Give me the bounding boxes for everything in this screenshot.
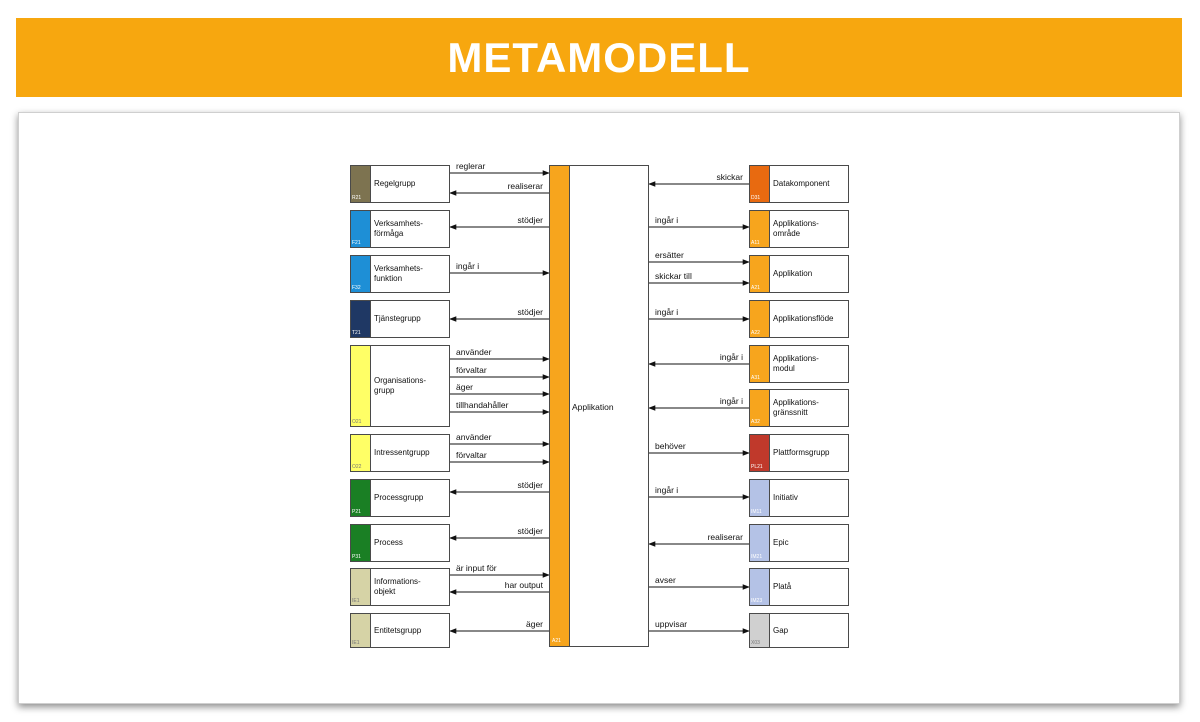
relation-label: förvaltar	[456, 450, 487, 460]
entity-code: O21	[352, 419, 362, 425]
relation-label: ersätter	[655, 250, 684, 260]
entity-code: A32	[751, 419, 760, 425]
entity-label: Epic	[773, 538, 789, 547]
entity-label: Platå	[773, 582, 792, 591]
entity-code: O22	[352, 464, 362, 470]
entity-box-processgrupp	[350, 479, 450, 517]
relation-label: skickar	[716, 172, 743, 182]
entity-box-process	[350, 524, 450, 562]
entity-code: T21	[352, 330, 361, 336]
relation-label: stödjer	[517, 480, 543, 490]
relation-label: stödjer	[517, 307, 543, 317]
entity-box-entitetsgrupp	[350, 613, 450, 648]
entity-code: F32	[352, 285, 361, 291]
center-color-strip	[550, 166, 570, 646]
entity-code: IE1	[352, 640, 360, 646]
entity-box-applikations-område	[749, 210, 849, 248]
relation-label: äger	[525, 619, 543, 629]
entity-box-organisations-grupp	[350, 345, 450, 427]
entity-box-epic	[749, 524, 849, 562]
relation-label: reglerar	[456, 161, 486, 171]
entity-code: X03	[751, 640, 760, 646]
entity-box-informations-objekt	[350, 568, 450, 606]
relation-label: förvaltar	[456, 365, 487, 375]
relation-label: använder	[456, 347, 492, 357]
entity-code: P31	[352, 554, 361, 560]
entity-code: F21	[352, 240, 361, 246]
relation-label: är input för	[456, 563, 497, 573]
entity-code: IM11	[751, 509, 762, 515]
entity-label: Verksamhets- förmåga	[374, 219, 423, 238]
entity-box-gap	[749, 613, 849, 648]
entity-box-applikation	[749, 255, 849, 293]
entity-box-platå	[749, 568, 849, 606]
relation-label: realiserar	[707, 532, 743, 542]
relation-label: skickar till	[655, 271, 692, 281]
entity-label: Intressentgrupp	[374, 448, 430, 457]
entity-box-verksamhets-förmåga	[350, 210, 450, 248]
entity-code: A21	[751, 285, 760, 291]
entity-code: R21	[352, 195, 362, 201]
entity-box-intressentgrupp	[350, 434, 450, 472]
entity-box-tjänstegrupp	[350, 300, 450, 338]
entity-label: Applikation	[773, 269, 813, 278]
entity-box-datakomponent	[749, 165, 849, 203]
relation-label: använder	[456, 432, 492, 442]
entity-label: Tjänstegrupp	[374, 314, 421, 323]
center-entity-applikation	[549, 165, 649, 647]
relation-label: tillhandahåller	[456, 400, 509, 410]
entity-label: Applikationsflöde	[773, 314, 834, 323]
relation-label: uppvisar	[655, 619, 688, 629]
entity-box-plattformsgrupp	[749, 434, 849, 472]
relation-label: har output	[504, 580, 543, 590]
entity-label: Gap	[773, 625, 789, 635]
relation-label: avser	[655, 575, 676, 585]
relation-label: ingår i	[456, 261, 480, 271]
entity-label: Informations- objekt	[374, 577, 421, 596]
entity-box-applikations-modul	[749, 345, 849, 383]
entity-box-regelgrupp	[350, 165, 450, 203]
entity-label: Applikations- gränssnitt	[773, 398, 819, 417]
entity-label: Entitetsgrupp	[374, 625, 422, 635]
entity-code: PL21	[751, 464, 763, 470]
entity-label: Plattformsgrupp	[773, 448, 830, 457]
relation-label: ingår i	[655, 307, 679, 317]
relation-label: ingår i	[719, 352, 743, 362]
entity-label: Datakomponent	[773, 179, 830, 188]
entity-code: IM21	[751, 554, 763, 560]
relation-label: stödjer	[517, 526, 543, 536]
entity-color-strip	[351, 346, 371, 426]
entity-code: D31	[751, 195, 761, 201]
diagram-panel	[18, 112, 1180, 704]
entity-code: P21	[352, 509, 361, 515]
relation-label: behöver	[655, 441, 686, 451]
relation-label: äger	[456, 382, 474, 392]
entity-label: Applikations- område	[773, 219, 819, 238]
entity-label: Processgrupp	[374, 493, 424, 502]
relation-label: stödjer	[517, 215, 543, 225]
relation-label: ingår i	[655, 215, 679, 225]
entity-label: Regelgrupp	[374, 179, 416, 188]
entity-label: Verksamhets- funktion	[374, 264, 423, 283]
entity-label: Initiativ	[773, 493, 798, 502]
entity-code: IM23	[751, 598, 763, 604]
entity-box-initiativ	[749, 479, 849, 517]
page-title: METAMODELL	[16, 18, 1182, 97]
entity-code: A31	[751, 375, 760, 381]
entity-box-verksamhets-funktion	[350, 255, 450, 293]
center-code: A21	[552, 638, 561, 644]
entity-code: A22	[751, 330, 760, 336]
center-label: Applikation	[572, 402, 614, 412]
entity-code: A11	[751, 240, 760, 246]
relation-label: ingår i	[719, 396, 743, 406]
entity-box-applikationsflöde	[749, 300, 849, 338]
entity-label: Process	[374, 538, 403, 547]
entity-box-applikations-gränssnitt	[749, 389, 849, 427]
relation-label: ingår i	[655, 485, 679, 495]
entity-label: Applikations- modul	[773, 354, 819, 373]
entity-code: IE1	[352, 598, 360, 604]
relation-label: realiserar	[507, 181, 543, 191]
entity-label: Organisations- grupp	[374, 376, 427, 395]
